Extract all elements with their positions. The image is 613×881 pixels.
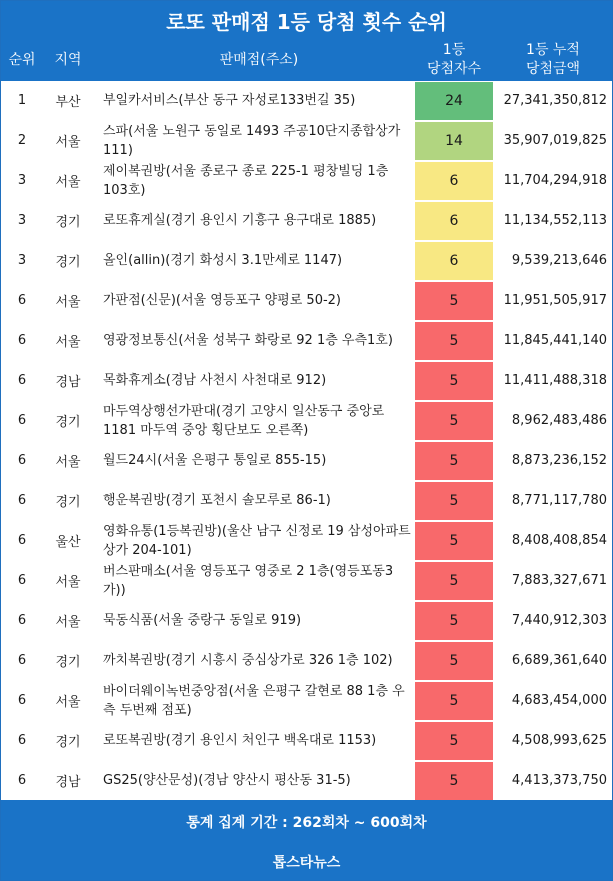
rank-cell: 6 <box>17 373 27 388</box>
table-row <box>1 681 612 720</box>
header-winner-count <box>415 39 493 81</box>
table-row <box>1 201 612 240</box>
store-address-cell: 가판점(신문)(서울 영등포구 양평로 50-2) <box>103 293 342 308</box>
rank-cell: 6 <box>17 653 27 668</box>
header-prize-amount-line2: 당첨금액 <box>525 61 581 77</box>
table-row <box>1 161 612 200</box>
region-cell: 서울 <box>55 175 81 190</box>
winner-count-cell: 5 <box>415 402 493 440</box>
prize-amount-cell: 27,341,350,812 <box>503 93 607 108</box>
rank-cell: 6 <box>17 733 27 748</box>
header-prize-amount-line1: 1등 누적 <box>526 42 580 58</box>
winner-count-cell: 5 <box>415 522 493 560</box>
page-title: 로또 판매점 1등 당첨 횟수 순위 <box>166 9 447 34</box>
table-row <box>1 361 612 400</box>
prize-amount-cell: 11,411,488,318 <box>503 373 607 388</box>
winner-count-cell: 5 <box>415 322 493 360</box>
winner-count-cell: 14 <box>415 122 493 160</box>
region-cell: 서울 <box>55 575 81 590</box>
prize-amount-cell: 11,845,441,140 <box>503 333 607 348</box>
rank-cell: 6 <box>17 293 27 308</box>
store-address-cell: 영화유통(1등복권방)(울산 남구 신정로 19 삼성아파트 상가 204-101) <box>103 523 411 558</box>
store-address-cell: 올인(allin)(경기 화성시 3.1만세로 1147) <box>103 253 343 268</box>
table-row <box>1 241 612 280</box>
table-row <box>1 81 612 120</box>
rank-cell: 3 <box>17 213 27 228</box>
winner-count-cell: 5 <box>415 682 493 720</box>
prize-amount-cell: 6,689,361,640 <box>511 653 607 668</box>
winner-count-cell: 5 <box>415 722 493 760</box>
table-row <box>1 281 612 320</box>
store-address-cell: 바이더웨이녹번중앙점(서울 은평구 갈현로 88 1층 우측 두번째 점포) <box>103 683 405 718</box>
table-row <box>1 321 612 360</box>
store-address-cell: 제이복권방(서울 종로구 종로 225-1 평창빌딩 1층 103호) <box>103 163 389 198</box>
rank-cell: 6 <box>17 693 27 708</box>
region-cell: 서울 <box>55 295 81 310</box>
winner-count-cell: 24 <box>415 82 493 120</box>
store-address-cell: 버스판매소(서울 영등포구 영중로 2 1층(영등포동3가)) <box>103 563 394 598</box>
table-row <box>1 601 612 640</box>
header-region: 지역 <box>54 51 82 68</box>
store-address-cell: 마두역상행선가판대(경기 고양시 일산동구 중앙로 1181 마두역 중앙 횡단보도 오른쪽) <box>103 403 385 438</box>
winner-count-cell: 5 <box>415 362 493 400</box>
region-cell: 경기 <box>55 415 81 430</box>
region-cell: 경기 <box>55 255 81 270</box>
table-row <box>1 561 612 600</box>
rank-cell: 6 <box>17 533 27 548</box>
winner-count-cell: 6 <box>415 202 493 240</box>
rank-cell: 6 <box>17 493 27 508</box>
table-row <box>1 521 612 560</box>
prize-amount-cell: 9,539,213,646 <box>511 253 607 268</box>
header-winner-count-line1: 1등 <box>442 42 466 58</box>
region-cell: 경기 <box>55 655 81 670</box>
winner-count-cell: 5 <box>415 762 493 800</box>
header-rank: 순위 <box>8 51 36 68</box>
store-address-cell: GS25(양산문성)(경남 양산시 평산동 31-5) <box>103 773 351 788</box>
region-cell: 경남 <box>55 775 81 790</box>
table-footer <box>1 800 612 880</box>
table-row <box>1 401 612 440</box>
rank-cell: 6 <box>17 573 27 588</box>
header-prize-amount <box>497 39 609 81</box>
rank-cell: 6 <box>17 613 27 628</box>
store-address-cell: 목화휴게소(경남 사천시 사천대로 912) <box>103 373 327 388</box>
table-row <box>1 641 612 680</box>
prize-amount-cell: 35,907,019,825 <box>503 133 607 148</box>
winner-count-cell: 6 <box>415 162 493 200</box>
store-address-cell: 행운복권방(경기 포천시 솔모루로 86-1) <box>103 493 331 508</box>
rank-cell: 6 <box>17 333 27 348</box>
prize-amount-cell: 8,873,236,152 <box>511 453 607 468</box>
prize-amount-cell: 11,951,505,917 <box>503 293 607 308</box>
store-address-cell: 스파(서울 노원구 동일로 1493 주공10단지종합상가111) <box>103 123 401 158</box>
table-row <box>1 721 612 760</box>
store-address-cell: 묵동식품(서울 중랑구 동일로 919) <box>103 613 302 628</box>
winner-count-cell: 5 <box>415 442 493 480</box>
prize-amount-cell: 4,683,454,000 <box>511 693 607 708</box>
prize-amount-cell: 8,408,408,854 <box>511 533 607 548</box>
store-address-cell: 월드24시(서울 은평구 통일로 855-15) <box>103 453 327 468</box>
winner-count-cell: 5 <box>415 282 493 320</box>
rank-cell: 1 <box>17 93 27 108</box>
winner-count-cell: 5 <box>415 642 493 680</box>
prize-amount-cell: 11,134,552,113 <box>503 213 607 228</box>
region-cell: 경기 <box>55 495 81 510</box>
table-row <box>1 121 612 160</box>
winner-count-cell: 5 <box>415 562 493 600</box>
region-cell: 서울 <box>55 455 81 470</box>
header-store: 판매점(주소) <box>219 51 299 68</box>
region-cell: 경기 <box>55 215 81 230</box>
region-cell: 울산 <box>55 535 81 550</box>
prize-amount-cell: 4,508,993,625 <box>511 733 607 748</box>
region-cell: 경남 <box>55 375 81 390</box>
region-cell: 서울 <box>55 135 81 150</box>
table-row <box>1 481 612 520</box>
rank-cell: 3 <box>17 173 27 188</box>
store-address-cell: 로또복권방(경기 용인시 처인구 백옥대로 1153) <box>103 733 377 748</box>
store-address-cell: 로또휴게실(경기 용인시 기흥구 용구대로 1885) <box>103 213 377 228</box>
source-credit: 톱스타뉴스 <box>272 855 341 871</box>
region-cell: 서울 <box>55 695 81 710</box>
region-cell: 서울 <box>55 335 81 350</box>
prize-amount-cell: 8,962,483,486 <box>511 413 607 428</box>
region-cell: 경기 <box>55 735 81 750</box>
prize-amount-cell: 8,771,117,780 <box>511 493 607 508</box>
rank-cell: 2 <box>17 133 27 148</box>
table-header-row <box>1 39 612 81</box>
table-title-bar <box>1 1 612 39</box>
winner-count-cell: 5 <box>415 482 493 520</box>
winner-count-cell: 6 <box>415 242 493 280</box>
stats-period: 통계 집계 기간 : 262회차 ~ 600회차 <box>186 815 427 831</box>
table-row <box>1 441 612 480</box>
rank-cell: 6 <box>17 453 27 468</box>
prize-amount-cell: 7,440,912,303 <box>511 613 607 628</box>
region-cell: 서울 <box>55 615 81 630</box>
table-row <box>1 761 612 800</box>
header-winner-count-line2: 당첨자수 <box>426 61 482 77</box>
rank-cell: 3 <box>17 253 27 268</box>
prize-amount-cell: 7,883,327,671 <box>511 573 607 588</box>
rank-cell: 6 <box>17 413 27 428</box>
prize-amount-cell: 11,704,294,918 <box>503 173 607 188</box>
rank-cell: 6 <box>17 773 27 788</box>
store-address-cell: 까치복권방(경기 시흥시 중심상가로 326 1층 102) <box>103 653 393 668</box>
prize-amount-cell: 4,413,373,750 <box>511 773 607 788</box>
winner-count-cell: 5 <box>415 602 493 640</box>
store-address-cell: 영광정보통신(서울 성북구 화랑로 92 1층 우측1호) <box>103 333 393 348</box>
store-address-cell: 부일카서비스(부산 동구 자성로133번길 35) <box>103 93 356 108</box>
region-cell: 부산 <box>55 95 81 110</box>
